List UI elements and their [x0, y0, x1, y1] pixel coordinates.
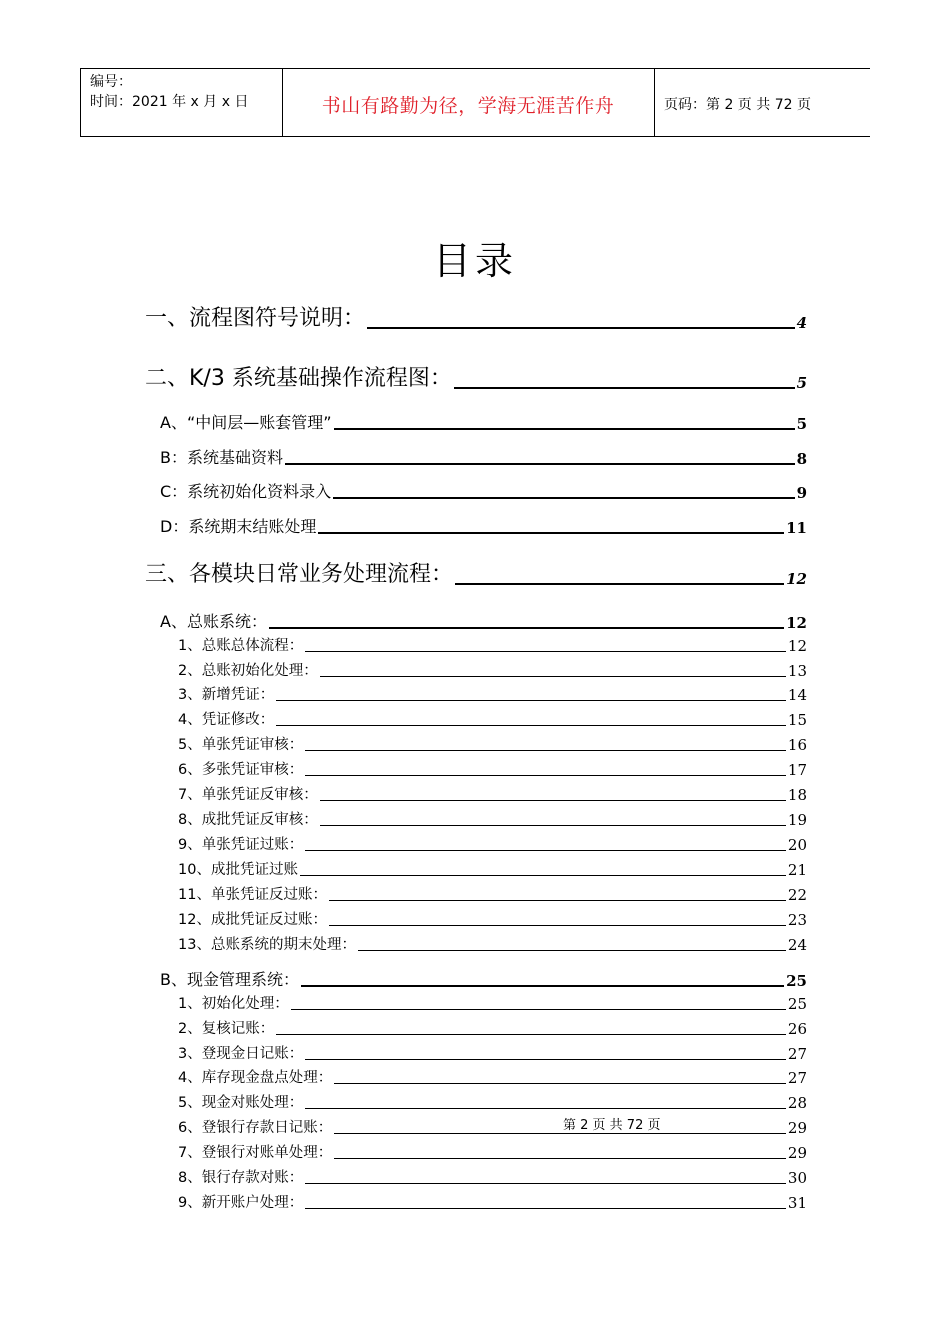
toc-page-number: 11	[786, 519, 807, 537]
header-motto-cell	[282, 69, 655, 136]
toc-item[interactable]	[178, 993, 807, 1013]
toc-page-number: 28	[787, 1094, 807, 1112]
toc-page-number: 23	[787, 911, 807, 929]
toc-leader-line	[334, 1133, 786, 1134]
toc-item[interactable]	[178, 1167, 807, 1187]
toc-label: 6、登银行存款日记账：	[178, 1120, 333, 1136]
toc-leader-line	[334, 428, 795, 430]
toc-leader-line	[333, 497, 794, 499]
toc-label: C：系统初始化资料录入	[160, 482, 332, 501]
toc-page-number: 27	[787, 1069, 807, 1087]
toc-label: 4、库存现金盘点处理：	[178, 1070, 333, 1086]
toc-label: 10、成批凭证过账	[178, 862, 298, 878]
toc-label: 1、初始化处理：	[178, 996, 289, 1012]
toc-entry[interactable]	[160, 411, 807, 433]
toc-item[interactable]	[178, 709, 807, 729]
toc-page-number: 19	[787, 811, 807, 829]
toc-label: 11、单张凭证反过账：	[178, 887, 327, 903]
toc-page-number: 9	[796, 484, 807, 502]
toc-leader-line	[276, 1034, 786, 1035]
toc-item[interactable]	[178, 759, 807, 779]
toc-label: 7、单张凭证反审核：	[178, 787, 318, 803]
toc-label: 7、登银行对账单处理：	[178, 1145, 333, 1161]
toc-page-number: 26	[787, 1020, 807, 1038]
toc-label: B、现金管理系统：	[160, 970, 299, 989]
toc-page-number: 29	[787, 1144, 807, 1162]
toc-page-number: 27	[787, 1045, 807, 1063]
toc-label: 1、总账总体流程：	[178, 638, 304, 654]
toc-label: 2、复核记账：	[178, 1021, 275, 1037]
toc-label: A、总账系统：	[160, 612, 267, 631]
toc-page-number: 18	[787, 786, 807, 804]
toc-page-number: 12	[786, 614, 807, 632]
toc-page-number: 8	[796, 450, 807, 468]
toc-label: B：系统基础资料	[160, 448, 283, 467]
toc-leader-line	[305, 651, 786, 652]
toc-subsection-b[interactable]	[160, 968, 807, 990]
page-header	[80, 68, 870, 137]
toc-item[interactable]	[178, 1192, 807, 1212]
toc-leader-line	[318, 532, 784, 534]
toc-leader-line	[367, 327, 795, 329]
toc-item[interactable]	[178, 909, 807, 929]
toc-page-number: 25	[786, 972, 807, 990]
toc-item[interactable]	[178, 884, 807, 904]
toc-page-number: 24	[787, 936, 807, 954]
header-number: 编号：	[90, 74, 132, 90]
toc-item[interactable]	[178, 1018, 807, 1038]
toc-label: 3、登现金日记账：	[178, 1046, 304, 1062]
toc-label: 3、新增凭证：	[178, 687, 275, 703]
toc-page-number: 5	[796, 415, 807, 433]
toc-leader-line	[276, 725, 786, 726]
toc-leader-line	[305, 850, 786, 851]
toc-label: 5、现金对账处理：	[178, 1095, 304, 1111]
toc-item[interactable]	[178, 859, 807, 879]
toc-leader-line	[301, 985, 784, 987]
toc-label: 5、单张凭证审核：	[178, 737, 304, 753]
toc-label: A、“中间层—账套管理”	[160, 413, 332, 432]
toc-entry[interactable]	[160, 446, 807, 468]
toc-label: 一、流程图符号说明：	[145, 306, 366, 331]
toc-item[interactable]	[178, 1117, 807, 1137]
toc-leader-line	[320, 676, 786, 677]
toc-label: 4、凭证修改：	[178, 712, 275, 728]
toc-leader-line	[305, 775, 786, 776]
header-time: 时间：2021 年 x 月 x 日	[90, 94, 249, 110]
toc-item[interactable]	[178, 660, 807, 680]
toc-page-number: 30	[787, 1169, 807, 1187]
toc-item[interactable]	[178, 809, 807, 829]
toc-section-1[interactable]	[145, 302, 807, 332]
toc-leader-line	[291, 1009, 786, 1010]
toc-page-number: 5	[796, 374, 807, 392]
toc-entry[interactable]	[160, 515, 807, 537]
toc-item[interactable]	[178, 1043, 807, 1063]
toc-item[interactable]	[178, 934, 807, 954]
header-info-cell	[80, 69, 283, 136]
toc-page-number: 17	[787, 761, 807, 779]
toc-entry[interactable]	[160, 480, 807, 502]
toc-label: 8、银行存款对账：	[178, 1170, 304, 1186]
toc-leader-line	[300, 875, 786, 876]
toc-leader-line	[320, 800, 786, 801]
page-footer: 第 2 页 共 72 页	[563, 1118, 661, 1133]
toc-label: 2、总账初始化处理：	[178, 663, 318, 679]
toc-page-number: 15	[787, 711, 807, 729]
toc-leader-line	[305, 1108, 786, 1109]
toc-leader-line	[285, 463, 795, 465]
toc-item[interactable]	[178, 1142, 807, 1162]
toc-page-number: 31	[787, 1194, 807, 1212]
toc-label: 9、新开账户处理：	[178, 1195, 304, 1211]
page-title: 目录	[432, 239, 517, 283]
toc-subsection-a[interactable]	[160, 610, 807, 632]
toc-page-number: 22	[787, 886, 807, 904]
toc-item[interactable]	[178, 635, 807, 655]
toc-section-3[interactable]	[145, 558, 807, 588]
toc-label: 12、成批凭证反过账：	[178, 912, 327, 928]
toc-leader-line	[329, 925, 786, 926]
toc-leader-line	[329, 900, 786, 901]
toc-label: 13、总账系统的期末处理：	[178, 937, 356, 953]
toc-page-number: 21	[787, 861, 807, 879]
toc-item[interactable]	[178, 784, 807, 804]
toc-page-number: 16	[787, 736, 807, 754]
toc-item[interactable]	[178, 734, 807, 754]
toc-leader-line	[305, 1183, 786, 1184]
toc-leader-line	[269, 627, 784, 629]
header-page-cell	[655, 69, 870, 136]
toc-item[interactable]	[178, 1092, 807, 1112]
header-page-number: 页码：第 2 页 共 72 页	[664, 97, 811, 113]
toc-leader-line	[305, 1059, 786, 1060]
toc-page-number: 4	[796, 314, 807, 332]
toc-label: D：系统期末结账处理	[160, 517, 317, 536]
toc-leader-line	[334, 1083, 786, 1084]
toc-item[interactable]	[178, 684, 807, 704]
toc-leader-line	[358, 950, 786, 951]
toc-leader-line	[455, 583, 784, 585]
toc-page-number: 29	[787, 1119, 807, 1137]
toc-leader-line	[454, 387, 795, 389]
toc-item[interactable]	[178, 834, 807, 854]
toc-section-2[interactable]	[145, 362, 807, 392]
toc-leader-line	[276, 700, 786, 701]
toc-leader-line	[334, 1158, 786, 1159]
toc-item[interactable]	[178, 1067, 807, 1087]
toc-leader-line	[305, 1208, 786, 1209]
toc-page-number: 20	[787, 836, 807, 854]
header-motto: 书山有路勤为径，学海无涯苦作舟	[321, 95, 615, 117]
toc-label: 9、单张凭证过账：	[178, 837, 304, 853]
toc-leader-line	[305, 750, 786, 751]
toc-page-number: 25	[787, 995, 807, 1013]
toc-page-number: 12	[786, 570, 807, 588]
toc-label: 6、多张凭证审核：	[178, 762, 304, 778]
toc-leader-line	[320, 825, 786, 826]
toc-label: 二、K/3 系统基础操作流程图：	[145, 366, 452, 391]
toc-label: 三、各模块日常业务处理流程：	[145, 562, 454, 587]
toc-page-number: 14	[787, 686, 807, 704]
toc-label: 8、成批凭证反审核：	[178, 812, 318, 828]
toc-page-number: 13	[787, 662, 807, 680]
toc-page-number: 12	[787, 637, 807, 655]
